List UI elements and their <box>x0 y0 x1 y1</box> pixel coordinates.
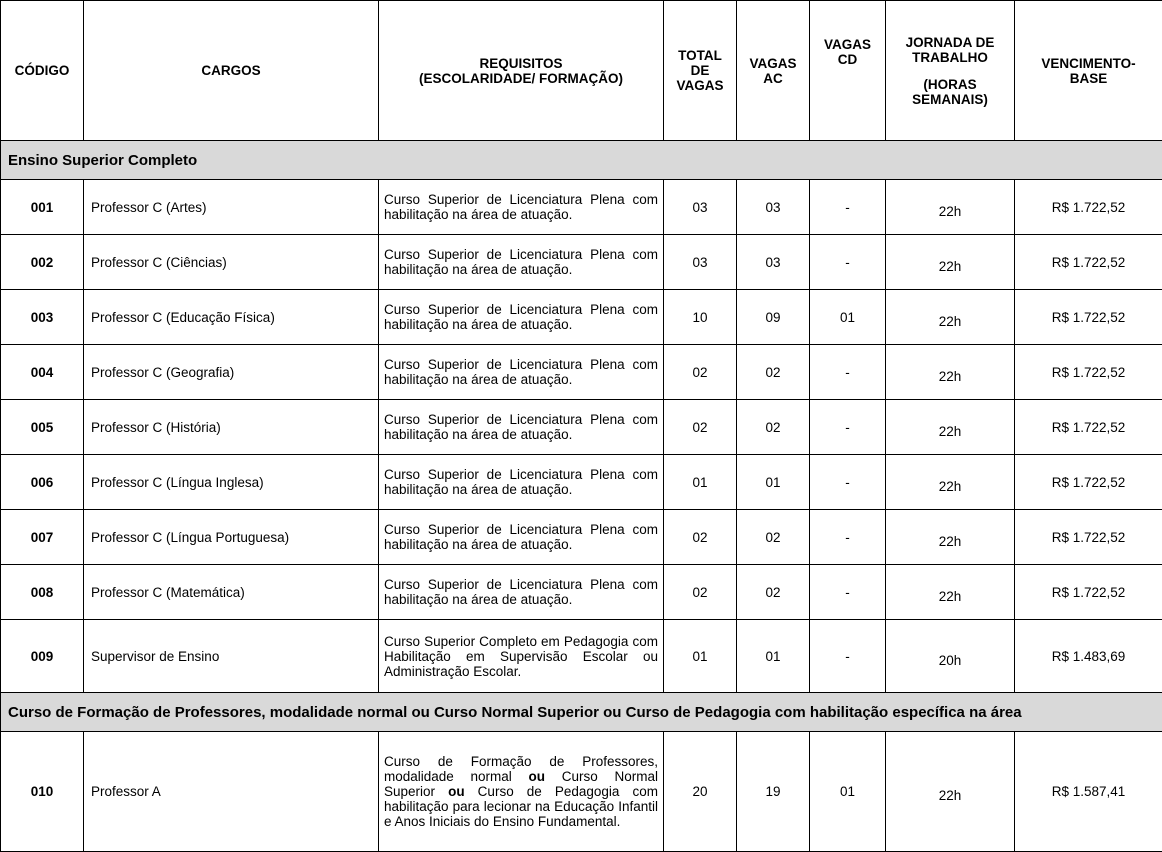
table-row <box>1 565 1162 620</box>
cell-requisitos: Curso Superior de Licenciatura Plena com habilitação na área de atuação. <box>379 510 664 565</box>
header-total-vagas: TOTAL DE VAGAS <box>664 1 737 141</box>
cell-requisitos: Curso Superior de Licenciatura Plena com habilitação na área de atuação. <box>379 290 664 345</box>
cell-jornada: 22h <box>886 565 1015 620</box>
emphasis-text: ou <box>529 769 546 784</box>
cell-vagas-cd: - <box>810 345 886 400</box>
cell-cargo: Professor C (Ciências) <box>84 235 379 290</box>
cell-vagas-cd: - <box>810 510 886 565</box>
table-row <box>1 180 1162 235</box>
header-vagas-cd: VAGAS CD <box>810 1 886 141</box>
header-vencimento: VENCIMENTO- BASE <box>1015 1 1162 141</box>
cell-jornada: 22h <box>886 455 1015 510</box>
cell-jornada: 22h <box>886 235 1015 290</box>
cell-codigo: 010 <box>1 732 84 852</box>
table-row <box>1 235 1162 290</box>
cell-vencimento: R$ 1.722,52 <box>1015 345 1162 400</box>
cell-vagas-ac: 02 <box>737 345 810 400</box>
cell-vagas-cd: - <box>810 620 886 693</box>
cell-requisitos: Curso Superior de Licenciatura Plena com habilitação na área de atuação. <box>379 345 664 400</box>
cell-vagas-ac: 01 <box>737 455 810 510</box>
cell-requisitos: Curso Superior de Licenciatura Plena com habilitação na área de atuação. <box>379 400 664 455</box>
cell-cargo: Professor C (Geografia) <box>84 345 379 400</box>
table-row <box>1 510 1162 565</box>
cell-total-vagas: 02 <box>664 510 737 565</box>
cell-vagas-cd: - <box>810 400 886 455</box>
cell-total-vagas: 20 <box>664 732 737 852</box>
cell-cargo: Professor C (História) <box>84 400 379 455</box>
cell-vagas-ac: 01 <box>737 620 810 693</box>
table-row <box>1 732 1162 852</box>
table-row <box>1 345 1162 400</box>
cell-total-vagas: 03 <box>664 180 737 235</box>
section-title: Ensino Superior Completo <box>1 141 1162 180</box>
cell-vencimento: R$ 1.722,52 <box>1015 180 1162 235</box>
cell-jornada: 22h <box>886 290 1015 345</box>
cell-codigo: 003 <box>1 290 84 345</box>
cell-requisitos <box>379 732 664 852</box>
cell-total-vagas: 02 <box>664 345 737 400</box>
cell-jornada: 22h <box>886 510 1015 565</box>
cell-total-vagas: 10 <box>664 290 737 345</box>
cell-cargo: Professor C (Matemática) <box>84 565 379 620</box>
cell-vencimento: R$ 1.722,52 <box>1015 565 1162 620</box>
header-row <box>1 1 1162 141</box>
cell-requisitos: Curso Superior de Licenciatura Plena com habilitação na área de atuação. <box>379 565 664 620</box>
cell-codigo: 009 <box>1 620 84 693</box>
cell-vagas-ac: 19 <box>737 732 810 852</box>
table-row <box>1 400 1162 455</box>
cell-vagas-cd: - <box>810 565 886 620</box>
header-cargos: CARGOS <box>84 1 379 141</box>
cell-vencimento: R$ 1.722,52 <box>1015 290 1162 345</box>
cell-requisitos: Curso Superior de Licenciatura Plena com habilitação na área de atuação. <box>379 455 664 510</box>
header-codigo: CÓDIGO <box>1 1 84 141</box>
cell-cargo: Professor A <box>84 732 379 852</box>
cell-codigo: 008 <box>1 565 84 620</box>
section-row <box>1 693 1162 732</box>
cell-requisitos: Curso Superior de Licenciatura Plena com habilitação na área de atuação. <box>379 235 664 290</box>
cell-vagas-ac: 02 <box>737 510 810 565</box>
req-text: Curso de Formação de Professores, modalidade normal <box>384 754 658 784</box>
cell-cargo: Professor C (Educação Física) <box>84 290 379 345</box>
cell-total-vagas: 03 <box>664 235 737 290</box>
table-row <box>1 290 1162 345</box>
table-row <box>1 455 1162 510</box>
cell-vagas-cd: - <box>810 455 886 510</box>
cell-vagas-cd: - <box>810 180 886 235</box>
cell-jornada: 20h <box>886 620 1015 693</box>
table-row <box>1 620 1162 693</box>
cell-vagas-cd: 01 <box>810 732 886 852</box>
cell-vencimento: R$ 1.722,52 <box>1015 455 1162 510</box>
req-text: Curso Normal Superior <box>384 769 658 799</box>
cell-cargo: Professor C (Língua Inglesa) <box>84 455 379 510</box>
cell-jornada: 22h <box>886 180 1015 235</box>
cell-vencimento: R$ 1.722,52 <box>1015 400 1162 455</box>
section-title: Curso de Formação de Professores, modalidade normal ou Curso Normal Superior ou Curso de Pedagogia com habilitação específica na área <box>1 693 1162 732</box>
cell-cargo: Professor C (Artes) <box>84 180 379 235</box>
emphasis-text: ou <box>448 784 465 799</box>
cell-vencimento: R$ 1.722,52 <box>1015 510 1162 565</box>
cell-codigo: 001 <box>1 180 84 235</box>
cell-cargo: Professor C (Língua Portuguesa) <box>84 510 379 565</box>
cell-codigo: 007 <box>1 510 84 565</box>
cell-codigo: 004 <box>1 345 84 400</box>
cell-requisitos: Curso Superior Completo em Pedagogia com Habilitação em Supervisão Escolar ou Administração Escolar. <box>379 620 664 693</box>
header-requisitos: REQUISITOS (ESCOLARIDADE/ FORMAÇÃO) <box>379 1 664 141</box>
cell-vagas-ac: 03 <box>737 235 810 290</box>
cell-jornada: 22h <box>886 400 1015 455</box>
cell-vagas-cd: - <box>810 235 886 290</box>
cell-total-vagas: 02 <box>664 400 737 455</box>
table-body <box>1 141 1162 852</box>
cell-vagas-ac: 03 <box>737 180 810 235</box>
cell-total-vagas: 01 <box>664 455 737 510</box>
cell-requisitos: Curso Superior de Licenciatura Plena com habilitação na área de atuação. <box>379 180 664 235</box>
cell-jornada: 22h <box>886 732 1015 852</box>
cell-vagas-ac: 09 <box>737 290 810 345</box>
cell-vagas-ac: 02 <box>737 565 810 620</box>
cell-jornada: 22h <box>886 345 1015 400</box>
req-text: Curso de Pedagogia com habilitação para lecionar na Educação Infantil e Anos Iniciais do Ensino Fundamental. <box>384 784 658 829</box>
cell-vencimento: R$ 1.587,41 <box>1015 732 1162 852</box>
section-row <box>1 141 1162 180</box>
cell-codigo: 002 <box>1 235 84 290</box>
cell-vencimento: R$ 1.483,69 <box>1015 620 1162 693</box>
cell-vagas-ac: 02 <box>737 400 810 455</box>
header-vagas-ac: VAGAS AC <box>737 1 810 141</box>
cell-total-vagas: 01 <box>664 620 737 693</box>
cell-codigo: 005 <box>1 400 84 455</box>
cell-codigo: 006 <box>1 455 84 510</box>
cell-vagas-cd: 01 <box>810 290 886 345</box>
cell-cargo: Supervisor de Ensino <box>84 620 379 693</box>
cell-total-vagas: 02 <box>664 565 737 620</box>
cell-vencimento: R$ 1.722,52 <box>1015 235 1162 290</box>
header-jornada: JORNADA DE TRABALHO (HORAS SEMANAIS) <box>886 1 1015 141</box>
